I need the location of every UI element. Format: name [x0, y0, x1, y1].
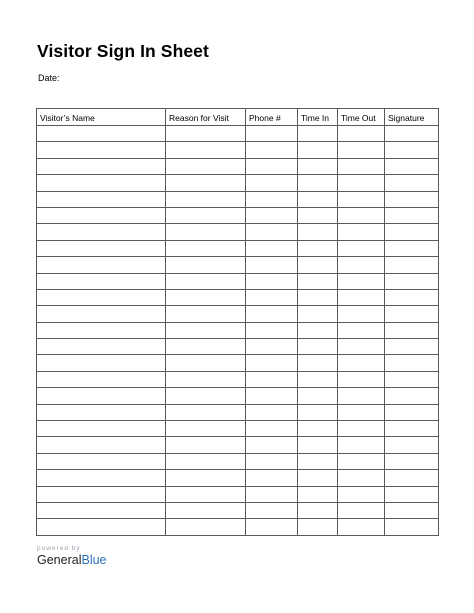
table-cell[interactable] — [166, 306, 246, 322]
brand-name-general: General — [37, 553, 82, 567]
table-row — [37, 273, 439, 289]
table-row — [37, 453, 439, 469]
table-cell[interactable] — [338, 371, 385, 387]
table-cell[interactable] — [37, 470, 166, 486]
page-title: Visitor Sign In Sheet — [37, 41, 209, 61]
table-cell[interactable] — [385, 175, 439, 191]
table-cell[interactable] — [246, 306, 298, 322]
table-cell[interactable] — [338, 404, 385, 420]
table-cell[interactable] — [166, 404, 246, 420]
table-cell[interactable] — [298, 453, 338, 469]
column-header-time-in: Time In — [298, 109, 338, 126]
powered-by-text: powered by — [37, 545, 81, 552]
table-cell[interactable] — [338, 502, 385, 518]
table-cell[interactable] — [385, 388, 439, 404]
table-cell[interactable] — [166, 388, 246, 404]
table-cell[interactable] — [338, 207, 385, 223]
table-cell[interactable] — [166, 470, 246, 486]
table-row — [37, 519, 439, 535]
table-row — [37, 257, 439, 273]
table-cell[interactable] — [298, 322, 338, 338]
table-cell[interactable] — [246, 421, 298, 437]
table-cell[interactable] — [246, 240, 298, 256]
column-header-signature: Signature — [385, 109, 439, 126]
table-cell[interactable] — [338, 339, 385, 355]
table-row — [37, 502, 439, 518]
table-cell[interactable] — [246, 322, 298, 338]
table-cell[interactable] — [338, 191, 385, 207]
table-cell[interactable] — [37, 126, 166, 142]
table-cell[interactable] — [166, 502, 246, 518]
table-cell[interactable] — [37, 240, 166, 256]
table-cell[interactable] — [37, 142, 166, 158]
table-cell[interactable] — [246, 339, 298, 355]
table-cell[interactable] — [338, 355, 385, 371]
table-cell[interactable] — [338, 421, 385, 437]
table-cell[interactable] — [298, 421, 338, 437]
table-cell[interactable] — [246, 519, 298, 535]
table-cell[interactable] — [37, 371, 166, 387]
table-cell[interactable] — [338, 470, 385, 486]
table-cell[interactable] — [166, 257, 246, 273]
table-cell[interactable] — [298, 273, 338, 289]
table-row — [37, 175, 439, 191]
table-cell[interactable] — [385, 404, 439, 420]
column-header-time-out: Time Out — [338, 109, 385, 126]
table-cell[interactable] — [246, 142, 298, 158]
table-row — [37, 339, 439, 355]
table-cell[interactable] — [298, 224, 338, 240]
table-row — [37, 207, 439, 223]
table-cell[interactable] — [385, 191, 439, 207]
table-cell[interactable] — [385, 207, 439, 223]
table-cell[interactable] — [246, 224, 298, 240]
visitor-sign-in-table — [36, 108, 439, 536]
table-cell[interactable] — [338, 257, 385, 273]
table-cell[interactable] — [37, 388, 166, 404]
table-cell[interactable] — [166, 289, 246, 305]
table-cell[interactable] — [37, 207, 166, 223]
column-header-phone: Phone # — [246, 109, 298, 126]
table-cell[interactable] — [37, 175, 166, 191]
table-cell[interactable] — [385, 126, 439, 142]
table-cell[interactable] — [385, 257, 439, 273]
table-cell[interactable] — [385, 502, 439, 518]
table-row — [37, 322, 439, 338]
table-cell[interactable] — [166, 158, 246, 174]
table-cell[interactable] — [166, 240, 246, 256]
table-cell[interactable] — [338, 289, 385, 305]
table-cell[interactable] — [166, 175, 246, 191]
table-cell[interactable] — [37, 519, 166, 535]
table-cell[interactable] — [385, 339, 439, 355]
table-cell[interactable] — [166, 207, 246, 223]
table-cell[interactable] — [246, 453, 298, 469]
table-cell[interactable] — [37, 421, 166, 437]
table-cell[interactable] — [298, 470, 338, 486]
table-cell[interactable] — [385, 322, 439, 338]
table-cell[interactable] — [37, 306, 166, 322]
table-row — [37, 142, 439, 158]
table-row — [37, 126, 439, 142]
table-row — [37, 486, 439, 502]
table-cell[interactable] — [338, 126, 385, 142]
table-cell[interactable] — [246, 371, 298, 387]
table-cell[interactable] — [298, 142, 338, 158]
table-cell[interactable] — [246, 191, 298, 207]
table-cell[interactable] — [246, 175, 298, 191]
table-row — [37, 355, 439, 371]
table-row — [37, 388, 439, 404]
table-cell[interactable] — [338, 175, 385, 191]
table-cell[interactable] — [338, 306, 385, 322]
table-cell[interactable] — [298, 486, 338, 502]
table-cell[interactable] — [385, 306, 439, 322]
table-cell[interactable] — [385, 486, 439, 502]
table-cell[interactable] — [37, 437, 166, 453]
table-cell[interactable] — [246, 355, 298, 371]
column-header-reason-for-visit: Reason for Visit — [166, 109, 246, 126]
table-cell[interactable] — [166, 355, 246, 371]
table-cell[interactable] — [298, 240, 338, 256]
table-cell[interactable] — [166, 421, 246, 437]
table-cell[interactable] — [385, 421, 439, 437]
table-cell[interactable] — [166, 437, 246, 453]
table-cell[interactable] — [37, 273, 166, 289]
table-body — [37, 126, 439, 536]
table-row — [37, 289, 439, 305]
table-cell[interactable] — [385, 371, 439, 387]
table-cell[interactable] — [385, 142, 439, 158]
table-row — [37, 191, 439, 207]
table-cell[interactable] — [166, 126, 246, 142]
table-cell[interactable] — [385, 437, 439, 453]
table-cell[interactable] — [298, 175, 338, 191]
table-cell[interactable] — [338, 486, 385, 502]
table-cell[interactable] — [166, 142, 246, 158]
table-cell[interactable] — [37, 289, 166, 305]
table-cell[interactable] — [338, 273, 385, 289]
table-row — [37, 240, 439, 256]
table-cell[interactable] — [246, 486, 298, 502]
table-cell[interactable] — [338, 322, 385, 338]
table-cell[interactable] — [298, 355, 338, 371]
table-row — [37, 306, 439, 322]
table-cell[interactable] — [37, 502, 166, 518]
table-cell[interactable] — [298, 126, 338, 142]
table-cell[interactable] — [298, 158, 338, 174]
table-cell[interactable] — [385, 519, 439, 535]
table-row — [37, 404, 439, 420]
table-cell[interactable] — [246, 126, 298, 142]
table-row — [37, 437, 439, 453]
table-cell[interactable] — [338, 240, 385, 256]
table-cell[interactable] — [298, 519, 338, 535]
table-cell[interactable] — [37, 158, 166, 174]
table-cell[interactable] — [385, 158, 439, 174]
table-cell[interactable] — [298, 437, 338, 453]
table-cell[interactable] — [298, 502, 338, 518]
table-cell[interactable] — [298, 388, 338, 404]
table-cell[interactable] — [385, 453, 439, 469]
table-row — [37, 224, 439, 240]
generalblue-logo — [37, 553, 107, 567]
table-cell[interactable] — [385, 289, 439, 305]
table-cell[interactable] — [37, 453, 166, 469]
table-cell[interactable] — [246, 470, 298, 486]
column-header-visitor-name: Visitor’s Name — [37, 109, 166, 126]
table-cell[interactable] — [246, 388, 298, 404]
table-cell[interactable] — [298, 404, 338, 420]
table-cell[interactable] — [298, 371, 338, 387]
table-row — [37, 371, 439, 387]
table-cell[interactable] — [246, 207, 298, 223]
table-cell[interactable] — [385, 470, 439, 486]
table-cell[interactable] — [166, 339, 246, 355]
table-row — [37, 158, 439, 174]
table-cell[interactable] — [37, 486, 166, 502]
table-cell[interactable] — [338, 437, 385, 453]
table-cell[interactable] — [166, 453, 246, 469]
table-cell[interactable] — [298, 257, 338, 273]
table-cell[interactable] — [298, 207, 338, 223]
table-cell[interactable] — [37, 355, 166, 371]
table-cell[interactable] — [338, 519, 385, 535]
table-row — [37, 421, 439, 437]
date-label: Date: — [38, 73, 60, 83]
table-cell[interactable] — [385, 273, 439, 289]
table-cell[interactable] — [298, 339, 338, 355]
table-cell[interactable] — [37, 224, 166, 240]
table-cell[interactable] — [338, 453, 385, 469]
brand-footer — [37, 545, 107, 567]
table-cell[interactable] — [246, 289, 298, 305]
table-cell[interactable] — [385, 240, 439, 256]
table-cell[interactable] — [385, 224, 439, 240]
table-cell[interactable] — [246, 437, 298, 453]
table-cell[interactable] — [385, 355, 439, 371]
table-cell[interactable] — [246, 257, 298, 273]
table-cell[interactable] — [166, 273, 246, 289]
table-cell[interactable] — [246, 404, 298, 420]
table-cell[interactable] — [166, 191, 246, 207]
table-cell[interactable] — [166, 486, 246, 502]
table-cell[interactable] — [37, 257, 166, 273]
table-cell[interactable] — [298, 289, 338, 305]
table-cell[interactable] — [37, 339, 166, 355]
table-cell[interactable] — [166, 371, 246, 387]
table-cell[interactable] — [37, 322, 166, 338]
table-cell[interactable] — [338, 158, 385, 174]
table-cell[interactable] — [246, 158, 298, 174]
table-cell[interactable] — [338, 142, 385, 158]
table-cell[interactable] — [298, 306, 338, 322]
table-cell[interactable] — [166, 224, 246, 240]
table-cell[interactable] — [338, 388, 385, 404]
table-header-row — [37, 109, 439, 126]
table-cell[interactable] — [298, 191, 338, 207]
table-cell[interactable] — [246, 273, 298, 289]
table-cell[interactable] — [166, 519, 246, 535]
table-cell[interactable] — [246, 502, 298, 518]
table-cell[interactable] — [37, 191, 166, 207]
table-cell[interactable] — [166, 322, 246, 338]
brand-name-blue: Blue — [81, 553, 107, 567]
table-cell[interactable] — [37, 404, 166, 420]
table-cell[interactable] — [338, 224, 385, 240]
table-row — [37, 470, 439, 486]
